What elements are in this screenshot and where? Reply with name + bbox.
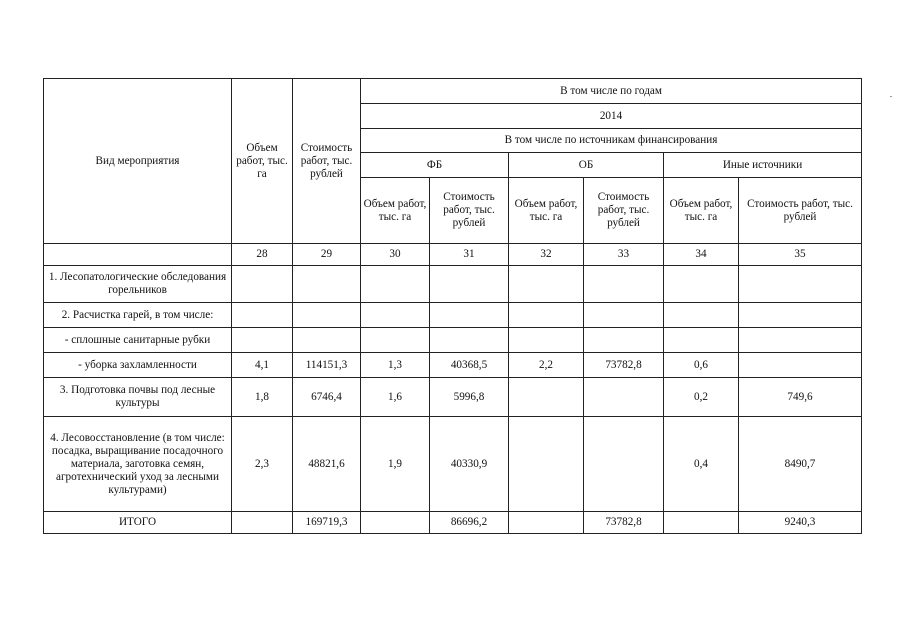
row-name: 1. Лесопатологические обследования горельников [44,266,232,303]
header-other-volume: Объем работ, тыс. га [664,178,739,244]
scan-speck [890,96,892,97]
cell-value [509,328,584,353]
cell-value [430,266,509,303]
row-name: 3. Подготовка почвы под лесные культуры [44,378,232,417]
column-number: 34 [664,244,739,266]
cell-value: 40368,5 [430,353,509,378]
cell-value: 73782,8 [584,353,664,378]
cell-value [584,303,664,328]
cell-value [509,303,584,328]
total-label: ИТОГО [44,512,232,534]
cell-value: 86696,2 [430,512,509,534]
cell-value: 749,6 [739,378,862,417]
cell-value [664,328,739,353]
cell-value [739,303,862,328]
cell-value [232,266,293,303]
column-number: 28 [232,244,293,266]
cell-value [509,266,584,303]
cell-value: 8490,7 [739,417,862,512]
header-other-sources: Иные источники [664,153,862,178]
cell-value: 2,3 [232,417,293,512]
cell-value: 6746,4 [293,378,361,417]
header-ob-cost: Стоимость работ, тыс. рублей [584,178,664,244]
header-other-cost: Стоимость работ, тыс. рублей [739,178,862,244]
table-row [44,266,862,303]
cell-value [232,328,293,353]
cell-value: 1,9 [361,417,430,512]
cell-value [739,353,862,378]
cell-value: 73782,8 [584,512,664,534]
cell-value [739,328,862,353]
table-row [44,417,862,512]
row-name: - уборка захламленности [44,353,232,378]
header-fb-cost: Стоимость работ, тыс. рублей [430,178,509,244]
table-row [44,378,862,417]
header-fb: ФБ [361,153,509,178]
cell-value [509,378,584,417]
cell-value [584,378,664,417]
column-number: 35 [739,244,862,266]
cell-value: 1,8 [232,378,293,417]
column-number: 31 [430,244,509,266]
cell-value [430,303,509,328]
cell-value [664,512,739,534]
table-row [44,353,862,378]
total-row [44,512,862,534]
column-number-row [44,244,862,266]
cell-value [584,417,664,512]
cell-value: 40330,9 [430,417,509,512]
header-activity-type: Вид мероприятия [44,79,232,244]
row-name: 4. Лесовосстановление (в том числе: посадка, выращивание посадочного материала, заготовка семян, агротехнический уход за лесными культурами) [44,417,232,512]
cell-value: 1,3 [361,353,430,378]
cell-value: 169719,3 [293,512,361,534]
cell-value [739,266,862,303]
header-by-years: В том числе по годам [361,79,862,104]
cell-value [293,328,361,353]
row-name: 2. Расчистка гарей, в том числе: [44,303,232,328]
column-number: 29 [293,244,361,266]
cell-value [509,417,584,512]
header-year: 2014 [361,104,862,129]
cell-value: 4,1 [232,353,293,378]
cell-value: 114151,3 [293,353,361,378]
cell-value: 0,6 [664,353,739,378]
cell-value [361,303,430,328]
cell-value: 1,6 [361,378,430,417]
cell-value [361,266,430,303]
header-by-sources: В том числе по источникам финансирования [361,129,862,153]
header-ob: ОБ [509,153,664,178]
cell-value: 2,2 [509,353,584,378]
header-ob-volume: Объем работ, тыс. га [509,178,584,244]
financing-table [43,78,862,534]
cell-value [664,303,739,328]
cell-value [293,266,361,303]
cell-value: 0,4 [664,417,739,512]
column-number-blank [44,244,232,266]
cell-value: 9240,3 [739,512,862,534]
row-name: - сплошные санитарные рубки [44,328,232,353]
cell-value [430,328,509,353]
cell-value [584,266,664,303]
cell-value [509,512,584,534]
cell-value [232,303,293,328]
cell-value [232,512,293,534]
cell-value [361,512,430,534]
cell-value [664,266,739,303]
cell-value: 48821,6 [293,417,361,512]
cell-value: 0,2 [664,378,739,417]
table-row [44,328,862,353]
header-volume: Объем работ, тыс. га [232,79,293,244]
cell-value [361,328,430,353]
cell-value [584,328,664,353]
table-row [44,303,862,328]
cell-value [293,303,361,328]
column-number: 30 [361,244,430,266]
header-cost: Стоимость работ, тыс. рублей [293,79,361,244]
column-number: 33 [584,244,664,266]
cell-value: 5996,8 [430,378,509,417]
header-fb-volume: Объем работ, тыс. га [361,178,430,244]
column-number: 32 [509,244,584,266]
